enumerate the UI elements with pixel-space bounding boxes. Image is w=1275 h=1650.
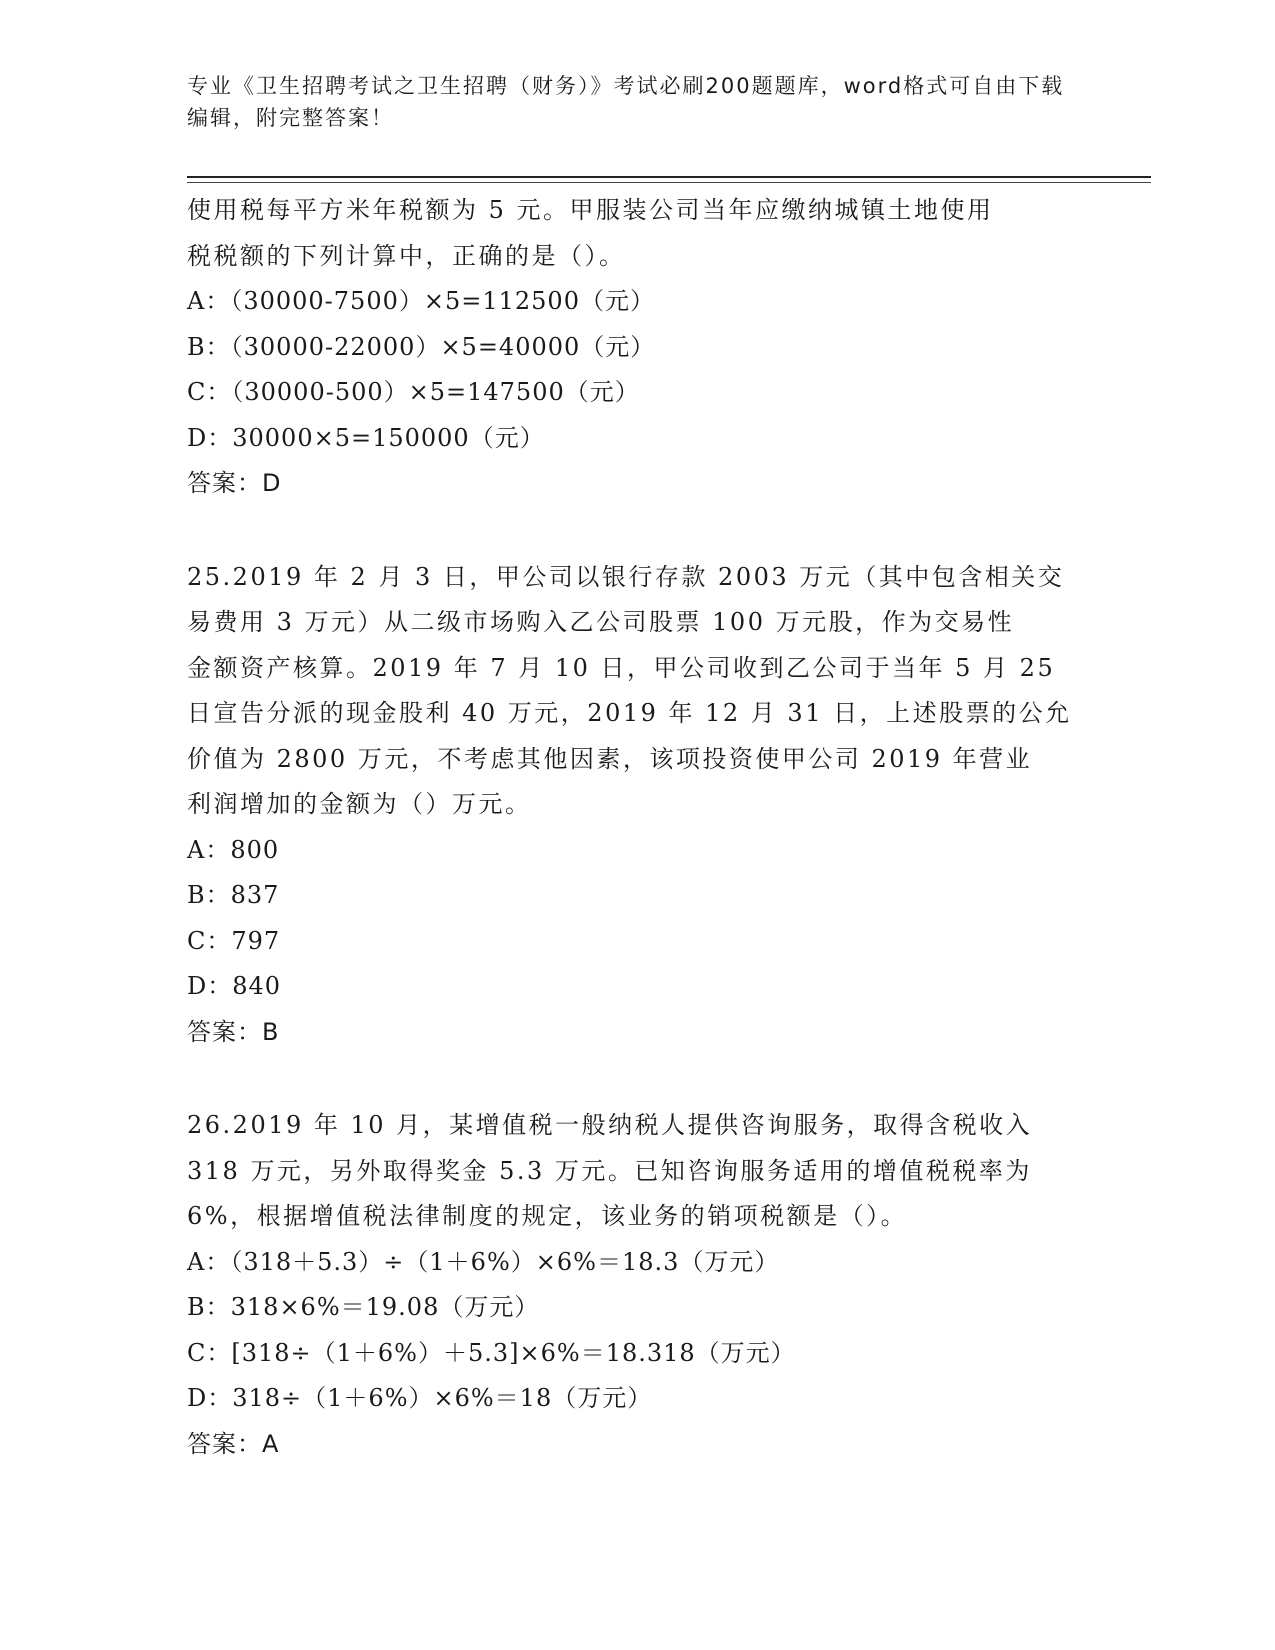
question-24 xyxy=(187,188,1087,507)
document-header: 专业《卫生招聘考试之卫生招聘（财务）》考试必刷200题题库，word格式可自由下载编辑，附完整答案！ xyxy=(187,74,1065,130)
question-stem-line: 6%，根据增值税法律制度的规定，该业务的销项税额是（）。 xyxy=(187,1202,908,1230)
question-spacer xyxy=(187,507,1087,555)
option-c: C：（30000-500）×5=147500（元） xyxy=(187,378,640,406)
question-stem-line: 税税额的下列计算中，正确的是（）。 xyxy=(187,241,626,270)
header-divider-thin xyxy=(187,182,1151,183)
question-stem-line: 金额资产核算。2019 年 7 月 10 日，甲公司收到乙公司于当年 5 月 25 xyxy=(187,653,1056,682)
question-stem-line: 易费用 3 万元）从二级市场购入乙公司股票 100 万元股，作为交易性 xyxy=(187,608,1015,636)
question-stem-line: 318 万元，另外取得奖金 5.3 万元。已知咨询服务适用的增值税税率为 xyxy=(187,1156,1032,1185)
option-a: A：（318＋5.3）÷（1＋6%）×6%＝18.3（万元） xyxy=(187,1247,780,1276)
header-divider-thick xyxy=(187,176,1151,178)
option-c: C：[318÷（1＋6%）＋5.3]×6%＝18.318（万元） xyxy=(187,1338,796,1367)
question-spacer xyxy=(187,1055,1087,1103)
option-d: D：30000×5=150000（元） xyxy=(187,423,545,452)
question-26 xyxy=(187,1103,1087,1467)
option-a: A：（30000-7500）×5=112500（元） xyxy=(187,287,655,315)
option-b: B：837 xyxy=(187,881,280,909)
document-body xyxy=(187,188,1087,1467)
question-stem-line: 日宣告分派的现金股利 40 万元，2019 年 12 月 31 日，上述股票的公允 xyxy=(187,699,1072,727)
option-d: D：840 xyxy=(187,972,282,1000)
option-b: B：318×6%＝19.08（万元） xyxy=(187,1293,540,1321)
question-stem-line: 使用税每平方米年税额为 5 元。甲服装公司当年应缴纳城镇土地使用 xyxy=(187,196,994,224)
question-stem-line: 25.2019 年 2 月 3 日，甲公司以银行存款 2003 万元（其中包含相关交 xyxy=(187,562,1065,591)
question-25 xyxy=(187,555,1087,1056)
option-d: D：318÷（1＋6%）×6%＝18（万元） xyxy=(187,1384,653,1412)
question-stem-line: 价值为 2800 万元，不考虑其他因素，该项投资使甲公司 2019 年营业 xyxy=(187,744,1033,773)
question-stem-line: 26.2019 年 10 月，某增值税一般纳税人提供咨询服务，取得含税收入 xyxy=(187,1111,1033,1139)
question-stem-line: 利润增加的金额为（）万元。 xyxy=(187,790,532,818)
option-c: C：797 xyxy=(187,926,281,955)
option-a: A：800 xyxy=(187,835,280,864)
answer-label: 答案：A xyxy=(187,1429,280,1458)
option-b: B：（30000-22000）×5=40000（元） xyxy=(187,332,656,361)
answer-label: 答案：D xyxy=(187,469,282,497)
answer-label: 答案：B xyxy=(187,1017,280,1046)
